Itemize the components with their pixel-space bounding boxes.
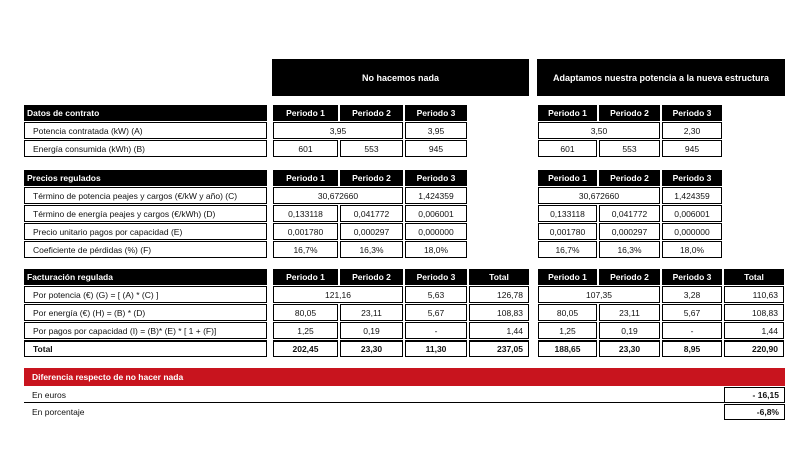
cell: 3,28 — [662, 286, 722, 303]
cell: 121,16 — [273, 286, 403, 303]
difference-euros-value: - 16,15 — [724, 387, 785, 403]
row-label: Potencia contratada (kW) (A) — [24, 122, 267, 139]
cell: 0,041772 — [599, 205, 660, 222]
cell: 553 — [599, 140, 660, 157]
cell: 0,001780 — [273, 223, 338, 240]
cell-total: 108,83 — [469, 304, 529, 321]
cell-total: 220,90 — [724, 340, 784, 357]
contract-section-title: Datos de contrato — [24, 105, 267, 121]
period-header: Periodo 2 — [599, 105, 660, 121]
cell: 16,7% — [538, 241, 597, 258]
period-header: Periodo 2 — [340, 105, 403, 121]
cell: 945 — [662, 140, 722, 157]
cell: 16,7% — [273, 241, 338, 258]
cell: 0,000000 — [405, 223, 467, 240]
cell: 1,424359 — [405, 187, 467, 204]
cell: 23,11 — [599, 304, 660, 321]
period-header: Periodo 1 — [273, 269, 338, 285]
period-header: Periodo 3 — [405, 170, 467, 186]
cell: 3,95 — [405, 122, 467, 139]
row-label: Por potencia (€) (G) = [ (A) * (C) ] — [24, 286, 267, 303]
period-header: Periodo 1 — [538, 105, 597, 121]
cell: 5,67 — [662, 304, 722, 321]
cell: 5,63 — [405, 286, 467, 303]
cell: 0,000297 — [599, 223, 660, 240]
cell: 80,05 — [273, 304, 338, 321]
cell: 23,11 — [340, 304, 403, 321]
period-header: Periodo 2 — [599, 269, 660, 285]
cell: 601 — [273, 140, 338, 157]
period-header: Periodo 1 — [538, 269, 597, 285]
cell: 1,424359 — [662, 187, 722, 204]
difference-pct-label: En porcentaje — [32, 407, 85, 417]
cell: 107,35 — [538, 286, 660, 303]
total-row-label: Total — [24, 340, 267, 357]
difference-section-title: Diferencia respecto de no hacer nada — [24, 368, 785, 386]
cell: 0,133118 — [538, 205, 597, 222]
cell: - — [405, 322, 467, 339]
period-header: Periodo 3 — [405, 105, 467, 121]
difference-euros-label: En euros — [24, 387, 724, 403]
row-label: Término de energía peajes y cargos (€/kWh) (D) — [24, 205, 267, 222]
period-header: Periodo 2 — [340, 170, 403, 186]
cell: 3,50 — [538, 122, 660, 139]
difference-pct-value: -6,8% — [724, 404, 785, 420]
row-label: Precio unitario pagos por capacidad (E) — [24, 223, 267, 240]
period-header: Periodo 1 — [538, 170, 597, 186]
cell: 202,45 — [273, 340, 338, 357]
cell: 945 — [405, 140, 467, 157]
cell-total: 1,44 — [724, 322, 784, 339]
cell: 3,95 — [273, 122, 403, 139]
cell: 18,0% — [662, 241, 722, 258]
cell-total: 1,44 — [469, 322, 529, 339]
billing-section-title: Facturación regulada — [24, 269, 267, 285]
cell: 553 — [340, 140, 403, 157]
cell-total: 237,05 — [469, 340, 529, 357]
cell: 0,19 — [340, 322, 403, 339]
cell: 23,30 — [599, 340, 660, 357]
cell: 5,67 — [405, 304, 467, 321]
period-header: Periodo 1 — [273, 105, 338, 121]
cell: 23,30 — [340, 340, 403, 357]
cell: 0,041772 — [340, 205, 403, 222]
cell: 1,25 — [273, 322, 338, 339]
period-header: Periodo 2 — [599, 170, 660, 186]
cell: 0,001780 — [538, 223, 597, 240]
period-header: Periodo 3 — [662, 269, 722, 285]
prices-section-title: Precios regulados — [24, 170, 267, 186]
cell: 1,25 — [538, 322, 597, 339]
cell: 0,000297 — [340, 223, 403, 240]
cell: 0,006001 — [405, 205, 467, 222]
cell: 0,19 — [599, 322, 660, 339]
cell: 0,133118 — [273, 205, 338, 222]
cell: 30,672660 — [538, 187, 660, 204]
period-header: Periodo 3 — [662, 170, 722, 186]
cell: 11,30 — [405, 340, 467, 357]
row-label: Energía consumida (kWh) (B) — [24, 140, 267, 157]
cell-total: 108,83 — [724, 304, 784, 321]
cell: 2,30 — [662, 122, 722, 139]
cell: 18,0% — [405, 241, 467, 258]
cell: 8,95 — [662, 340, 722, 357]
cell: 601 — [538, 140, 597, 157]
row-label: Término de potencia peajes y cargos (€/kW y año) (C) — [24, 187, 267, 204]
cell: 188,65 — [538, 340, 597, 357]
cell-total: 126,78 — [469, 286, 529, 303]
cell: 16,3% — [340, 241, 403, 258]
cell: 80,05 — [538, 304, 597, 321]
total-header: Total — [724, 269, 784, 285]
cell: - — [662, 322, 722, 339]
scenario-b-header: Adaptamos nuestra potencia a la nueva estructura — [537, 59, 785, 96]
cell: 0,000000 — [662, 223, 722, 240]
row-label: Por pagos por capacidad (I) = (B)* (E) * [ 1 + (F)] — [24, 322, 267, 339]
row-label: Coeficiente de pérdidas (%) (F) — [24, 241, 267, 258]
period-header: Periodo 2 — [340, 269, 403, 285]
period-header: Periodo 3 — [405, 269, 467, 285]
period-header: Periodo 3 — [662, 105, 722, 121]
row-label: Por energía (€) (H) = (B) * (D) — [24, 304, 267, 321]
cell: 16,3% — [599, 241, 660, 258]
cell: 30,672660 — [273, 187, 403, 204]
scenario-a-header: No hacemos nada — [272, 59, 529, 96]
total-header: Total — [469, 269, 529, 285]
period-header: Periodo 1 — [273, 170, 338, 186]
cell: 0,006001 — [662, 205, 722, 222]
cell-total: 110,63 — [724, 286, 784, 303]
